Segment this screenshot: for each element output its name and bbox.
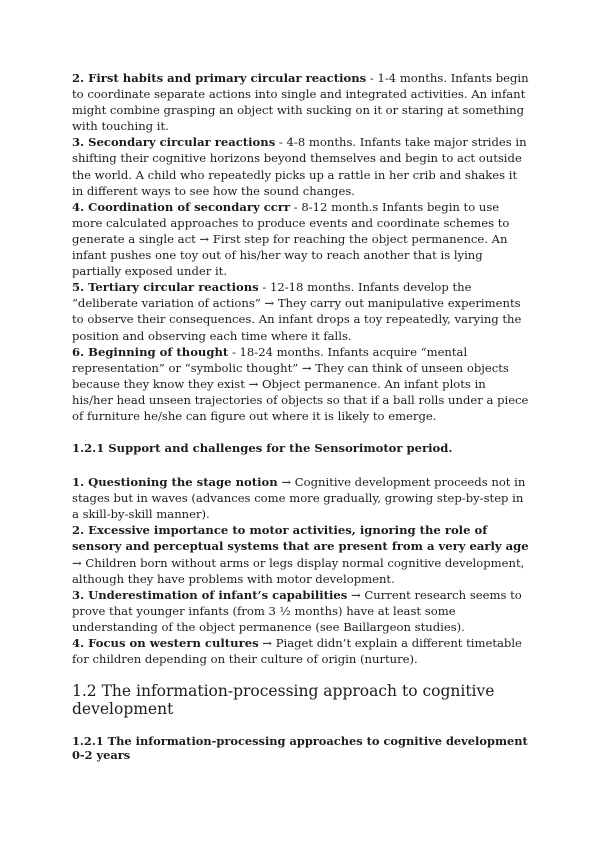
section-title: 1.2 The information-processing approach to cognitive development: [72, 682, 495, 719]
challenge-title: 3. Underestimation of infant’s capabilities: [72, 587, 348, 602]
challenge-title: 1. Questioning the stage notion: [72, 475, 278, 490]
stage-title: 2. First habits and primary circular reactions: [72, 71, 367, 85]
stage-text: - 12-18 months. Infants develop the “deliberate variation of actions” → They carry out manipulative experiments to observe their consequences. An infant drops a toy repeatedly, varying the position and observing each time where it falls.: [72, 280, 522, 343]
stage-title: 6. Beginning of thought: [72, 344, 229, 359]
stage-title: 4. Coordination of secondary ccrr: [72, 199, 291, 214]
stage-text: - 18-24 months. Infants acquire “mental representation” or “symbolic thought” → They can think of unseen objects because they know they exist → Object permanence. An infant plots in his/her head unseen trajectories of objects so that if a ball rolls under a piece of furniture he/she can figure out where it is likely to emerge.: [72, 344, 529, 423]
stage-item: [72, 70, 530, 134]
stage-title: 3. Secondary circular reactions: [72, 135, 276, 150]
challenge-text: → Cognitive development proceeds not in stages but in waves (advances come more gradually, growing step-by-step in a skill-by-skill manner).: [72, 475, 526, 522]
challenge-item: [72, 587, 530, 635]
stage-list: [72, 70, 530, 424]
challenge-text: → Piaget didn’t explain a different timetable for children depending on their culture of origin (nurture).: [72, 636, 522, 667]
challenge-title: 2. Excessive importance to motor activities, ignoring the role of sensory and perceptual systems that are present from a very early age: [72, 523, 529, 554]
challenge-item: [72, 474, 530, 522]
stage-item: [72, 344, 530, 424]
challenge-text: → Current research seems to prove that younger infants (from 3 ½ months) have at least some understanding of the object permanence (see Baillargeon studies).: [72, 587, 522, 634]
challenge-list: [72, 474, 530, 667]
stage-text: - 8-12 month.s Infants begin to use more calculated approaches to produce events and coordinate schemes to generate a single act → First step for reaching the object permanence. An infant pushes one toy out of his/her way to reach another that is lying partially exposed under it.: [72, 199, 510, 279]
challenge-text: → Children born without arms or legs display normal cognitive development, although they have problems with motor development.: [72, 555, 525, 586]
subsection-title: 1.2.1 The information-processing approaches to cognitive development 0-2 years: [72, 734, 528, 763]
stage-item: [72, 134, 530, 198]
stage-item: [72, 199, 530, 279]
stage-text: - 1-4 months. Infants begin to coordinate separate actions into single and integrated activities. An infant might combine grasping an object with sucking on it or staring at something with touching it.: [72, 71, 529, 134]
support-heading: 1.2.1 Support and challenges for the Sensorimotor period.: [72, 441, 453, 456]
challenge-item: [72, 635, 530, 667]
stage-text: - 4-8 months. Infants take major strides in shifting their cognitive horizons beyond themselves and begin to act outside the world. A child who repeatedly picks up a rattle in her crib and shakes it in different ways to see how the sound changes.: [72, 135, 527, 198]
stage-item: [72, 279, 530, 343]
challenge-title: 4. Focus on western cultures: [72, 636, 259, 650]
stage-title: 5. Tertiary circular reactions: [72, 280, 259, 295]
challenge-item: [72, 522, 530, 586]
